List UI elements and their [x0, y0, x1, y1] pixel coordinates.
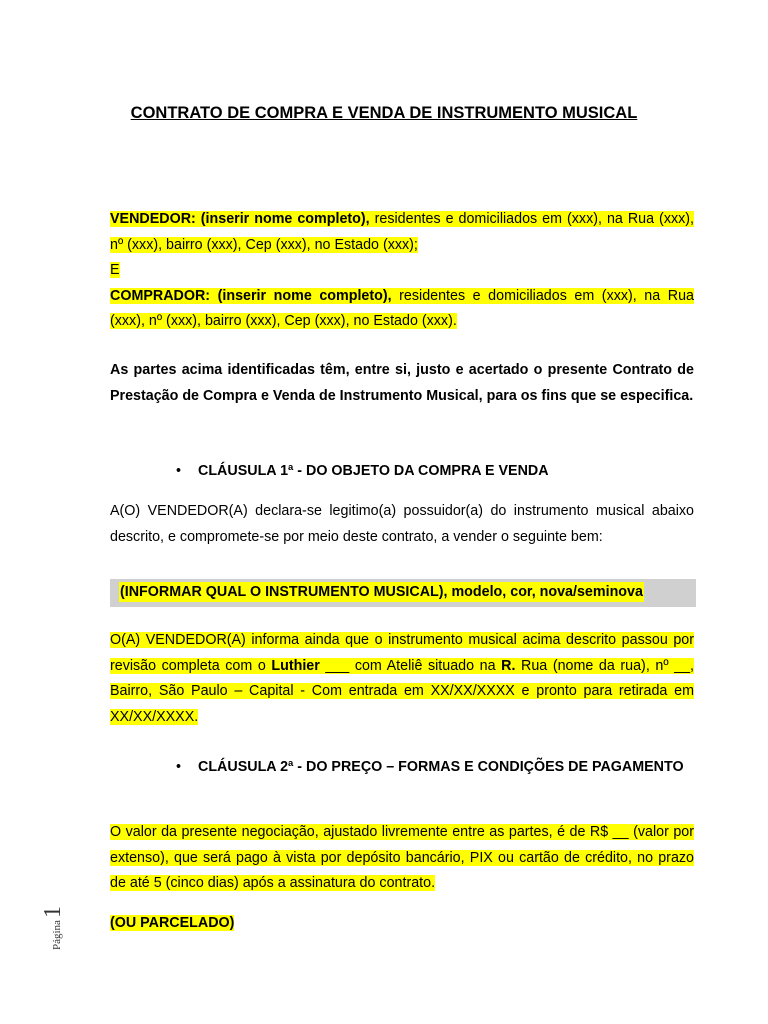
vendedor-paragraph: [110, 207, 694, 258]
comprador-paragraph: [110, 284, 694, 335]
comprador-label: COMPRADOR: (inserir nome completo),: [110, 287, 392, 304]
clausula-2-heading: [176, 755, 694, 781]
page-number: [40, 906, 67, 950]
luthier-label: Luthier: [271, 657, 320, 674]
page-label: Página: [51, 920, 63, 950]
partes-block: [110, 358, 694, 409]
clausula-1-paragraph: A(O) VENDEDOR(A) declara-se legitimo(a) possuidor(a) do instrumento musical abaixo descrito, e compromete-se por meio deste contrato, a vender o seguinte bem:: [110, 503, 694, 545]
bullet-icon: •: [176, 759, 182, 775]
revisao-block: [110, 628, 694, 730]
clausula-1-body: [110, 499, 694, 550]
revisao-paragraph: [110, 628, 694, 730]
clausula-1-title: CLÁUSULA 1ª - DO OBJETO DA COMPRA E VENDA: [198, 463, 549, 479]
partes-paragraph: As partes acima identificadas têm, entre si, justo e acertado o presente Contrato de Prestação de Compra e Venda de Instrumento Musical, para os fins que se especifica.: [110, 362, 694, 404]
comprador-text: residentes e domiciliados em (xxx), na Rua (xxx), nº (xxx), bairro (xxx), Cep (xxx), no Estado (xxx).: [110, 287, 694, 329]
document-title: [0, 104, 768, 123]
parcelado-paragraph: [110, 911, 694, 937]
revisao-text-a: O(A) VENDEDOR(A) informa ainda que o instrumento musical acima descrito passou por revisão completa com o: [110, 632, 694, 674]
document-title-text: CONTRATO DE COMPRA E VENDA DE INSTRUMENTO MUSICAL: [130, 104, 638, 122]
preco-text: O valor da presente negociação, ajustado livremente entre as partes, é de R$ __ (valor por extenso), que será pago à vista por depósito bancário, PIX ou cartão de crédito, no prazo de até 5 (cinco dias) após a assinatura do contrato.: [110, 824, 694, 891]
revisao-text-b: ___ com Ateliê situado na: [319, 657, 502, 674]
clausula-1-heading: [176, 459, 694, 485]
parties-block: [110, 207, 694, 335]
bullet-icon: •: [176, 463, 182, 479]
instrument-box-text: (INFORMAR QUAL O INSTRUMENTO MUSICAL), modelo, cor, nova/seminova: [120, 584, 643, 600]
preco-paragraph: [110, 820, 694, 897]
clausula-2-title: CLÁUSULA 2ª - DO PREÇO – FORMAS E CONDIÇÕES DE PAGAMENTO: [198, 759, 684, 775]
clausula-2-body: [110, 820, 694, 897]
e-paragraph: [110, 258, 694, 284]
parcelado-text: (OU PARCELADO): [110, 915, 235, 931]
r-label: R.: [501, 657, 516, 674]
instrument-box: [110, 579, 696, 607]
vendedor-text: residentes e domiciliados em (xxx), na Rua (xxx), nº (xxx), bairro (xxx), Cep (xxx), no Estado (xxx);: [110, 211, 694, 253]
vendedor-label: VENDEDOR: (inserir nome completo),: [110, 211, 370, 227]
revisao-text-c: Rua (nome da rua), nº __, Bairro, São Paulo – Capital - Com entrada em XX/XX/XXXX e pronto para retirada em XX/XX/XXXX.: [110, 657, 694, 725]
e-text: E: [110, 262, 120, 278]
parcelado-block: [110, 911, 694, 937]
page-num: 1: [40, 906, 66, 919]
